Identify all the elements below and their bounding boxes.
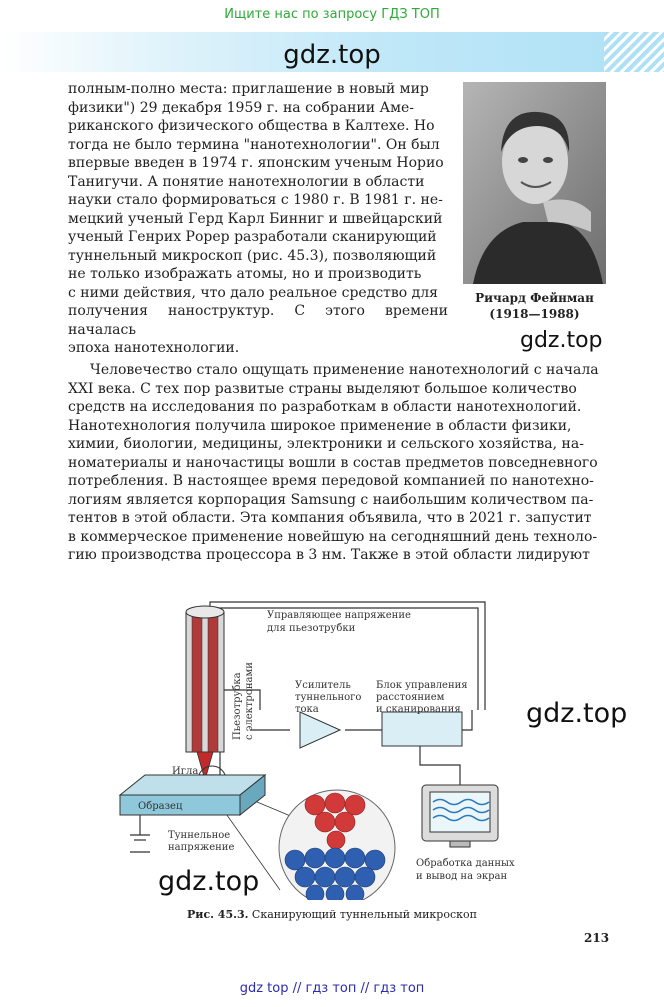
label-control-voltage-2: для пьезотрубки (267, 623, 356, 634)
footer-links[interactable]: gdz top // гдз топ // гдз топ (239, 981, 425, 996)
figure-caption (0, 908, 664, 921)
text-line: не только изображать атомы, но и производить (68, 266, 422, 282)
text-line: получения наноструктур. С этого времени началась (68, 303, 448, 338)
text-line: гию производства процессора в 3 нм. Также в этой области лидируют (68, 547, 590, 563)
top-banner[interactable] (0, 0, 664, 30)
text-line: в коммерческое применение новейшую на сегодняшний день техноло- (68, 528, 598, 545)
text-line: туннельный микроскоп (рис. 45.3), позволяющий (68, 247, 437, 264)
watermark-right: gdz.top (526, 698, 628, 729)
label-piezo-tube-2: с электронами (244, 662, 255, 740)
label-processing: Обработка данных (416, 858, 515, 869)
text-line: ученый Генрих Рорер разработали сканирующий (68, 229, 437, 245)
text-line: химии, биологии, медицины, электроники и сельского хозяйства, на- (68, 436, 584, 452)
paragraph-2 (68, 361, 608, 565)
text-line: с ними действия, что дало реальное средство для (68, 284, 439, 301)
label-tunnel-voltage: Туннельное (168, 830, 231, 841)
label-sample: Образец (138, 801, 183, 812)
text-line: Танигучи. А понятие нанотехнологии в области (68, 173, 425, 190)
label-amplifier: Усилитель (295, 680, 351, 691)
text-line: логиям является корпорация Samsung с наибольшим количеством па- (68, 491, 594, 508)
label-piezo-tube: Пьезотрубка (232, 672, 243, 740)
text-line: тогда не было термина "нанотехнологии". Он был (68, 136, 440, 153)
text-line: средств на исследования по разработкам в области нанотехнологий. (68, 399, 582, 415)
portrait-name: Ричард Фейнман (475, 291, 594, 305)
label-amplifier-2: туннельного (295, 692, 362, 703)
watermark-header: gdz.top (283, 40, 381, 70)
label-control-unit-3: и сканирования (376, 704, 461, 715)
label-control-unit-2: расстоянием (376, 692, 445, 703)
label-control-unit: Блок управления (376, 680, 468, 691)
text-line: эпоха нанотехнологии. (68, 340, 240, 356)
figure-caption-text: Сканирующий туннельный микроскоп (248, 908, 477, 921)
figure-caption-prefix: Рис. 45.3. (187, 908, 249, 921)
portrait-years: (1918—1988) (489, 307, 580, 321)
text-line: риканского физического общества в Калтехе. Но (68, 118, 435, 134)
watermark-mid: gdz.top (520, 328, 603, 353)
label-processing-2: и вывод на экран (416, 871, 508, 882)
text-line: физики") 29 декабря 1959 г. на собрании Аме- (68, 99, 415, 116)
stm-diagram (100, 590, 540, 900)
top-banner-text[interactable]: Ищите нас по запросу ГДЗ ТОП (224, 7, 440, 22)
text-line: полным-полно места: приглашение в новый мир (68, 81, 429, 97)
portrait-image (463, 82, 606, 284)
portrait-caption (463, 290, 606, 322)
page-number: 213 (584, 931, 610, 945)
text-line: номатериалы и наночастицы вошли в состав предметов повседневного (68, 454, 598, 471)
watermark-left: gdz.top (158, 866, 260, 897)
label-needle: Игла (172, 766, 199, 777)
stm-diagram-svg (100, 590, 540, 900)
text-line: потребления. В настоящее время передовой компанией по нанотехно- (68, 473, 594, 489)
text-line: науки стало формироваться с 1980 г. В 1981 г. не- (68, 192, 443, 208)
text-line: мецкий ученый Герд Карл Бинниг и швейцарский (68, 210, 443, 227)
label-tunnel-voltage-2: напряжение (168, 842, 235, 853)
text-line: тентов в этой области. Эта компания объявила, что в 2021 г. запустит (68, 510, 592, 526)
text-line: XXI века. С тех пор развитые страны выделяют большое количество (68, 380, 577, 397)
text-line: Нанотехнология получила широкое применение в области физики, (68, 417, 572, 434)
text-line: впервые введен в 1974 г. японским ученым Норио (68, 155, 444, 171)
feynman-portrait (463, 82, 606, 284)
text-line: Человечество стало ощущать применение нанотехнологий с начала (90, 362, 599, 378)
paragraph-1 (68, 80, 448, 358)
label-amplifier-3: тока (295, 704, 319, 715)
label-control-voltage: Управляющее напряжение (267, 610, 411, 621)
